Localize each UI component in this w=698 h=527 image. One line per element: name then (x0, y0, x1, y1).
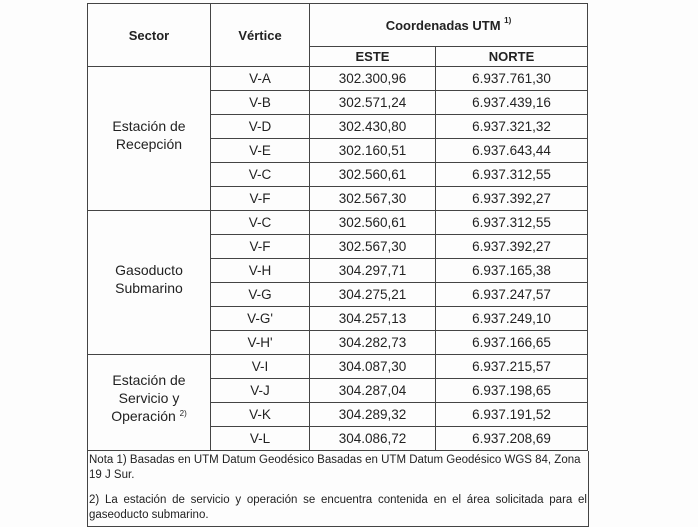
vertice-cell: V-A (211, 67, 310, 91)
norte-cell: 6.937.312,55 (436, 211, 588, 235)
norte-cell: 6.937.191,52 (436, 403, 588, 427)
norte-cell: 6.937.198,65 (436, 379, 588, 403)
header-norte: NORTE (436, 47, 588, 67)
norte-cell: 6.937.321,32 (436, 115, 588, 139)
norte-cell: 6.937.166,65 (436, 331, 588, 355)
este-cell: 304.087,30 (310, 355, 436, 379)
sector-label-line: Estación de (112, 118, 186, 134)
norte-cell: 6.937.392,27 (436, 187, 588, 211)
header-este: ESTE (310, 47, 436, 67)
norte-cell: 6.937.643,44 (436, 139, 588, 163)
sector-label-line: Operación (111, 408, 176, 424)
norte-cell: 6.937.312,55 (436, 163, 588, 187)
este-cell: 304.289,32 (310, 403, 436, 427)
note-1: Nota 1) Basadas en UTM Datum Geodésico Basadas en UTM Datum Geodésico WGS 84, Zona 19 J Sur. (89, 454, 581, 481)
este-cell: 304.257,13 (310, 307, 436, 331)
este-cell: 302.300,96 (310, 67, 436, 91)
norte-cell: 6.937.439,16 (436, 91, 588, 115)
este-cell: 304.282,73 (310, 331, 436, 355)
este-cell: 302.560,61 (310, 163, 436, 187)
este-cell: 302.571,24 (310, 91, 436, 115)
este-cell: 304.086,72 (310, 427, 436, 451)
vertice-cell: V-D (211, 115, 310, 139)
sector-label-line: Servicio y (118, 390, 180, 406)
norte-cell: 6.937.761,30 (436, 67, 588, 91)
sector-cell (88, 355, 211, 451)
document-page (87, 3, 587, 527)
sector-label-line: Gasoducto (115, 262, 183, 278)
header-coordenadas-title: Coordenadas UTM (385, 17, 501, 33)
vertice-cell: V-K (211, 403, 310, 427)
vertice-cell: V-C (211, 211, 310, 235)
notes-box (87, 451, 589, 527)
header-vertice: Vértice (211, 4, 310, 67)
table-row (88, 211, 588, 235)
este-cell: 302.567,30 (310, 235, 436, 259)
vertice-cell: V-L (211, 427, 310, 451)
este-cell: 304.275,21 (310, 283, 436, 307)
note-2: 2) La estación de servicio y operación se encuentra contenida en el área solicitada para el gaseoducto submarino. (89, 494, 587, 521)
vertice-cell: V-H (211, 259, 310, 283)
vertice-cell: V-G (211, 283, 310, 307)
este-cell: 302.160,51 (310, 139, 436, 163)
header-coordenadas-utm (310, 4, 588, 47)
vertice-cell: V-C (211, 163, 310, 187)
vertice-cell: V-G' (211, 307, 310, 331)
sector-cell (88, 211, 211, 355)
sector-label-line: Estación de (112, 372, 186, 388)
vertice-cell: V-E (211, 139, 310, 163)
sector-footnote-mark: 2) (179, 409, 187, 418)
sector-cell (88, 67, 211, 211)
table-body (88, 67, 588, 451)
coordinates-table (87, 3, 588, 451)
table-row (88, 355, 588, 379)
este-cell: 302.560,61 (310, 211, 436, 235)
norte-cell: 6.937.249,10 (436, 307, 588, 331)
este-cell: 304.287,04 (310, 379, 436, 403)
vertice-cell: V-F (211, 235, 310, 259)
norte-cell: 6.937.165,38 (436, 259, 588, 283)
vertice-cell: V-I (211, 355, 310, 379)
este-cell: 302.430,80 (310, 115, 436, 139)
vertice-cell: V-F (211, 187, 310, 211)
este-cell: 302.567,30 (310, 187, 436, 211)
este-cell: 304.297,71 (310, 259, 436, 283)
header-sector: Sector (88, 4, 211, 67)
header-coordenadas-footnote-mark: 1) (504, 15, 512, 25)
sector-label-line: Recepción (115, 136, 183, 152)
sector-label-line: Submarino (115, 280, 183, 296)
norte-cell: 6.937.392,27 (436, 235, 588, 259)
norte-cell: 6.937.215,57 (436, 355, 588, 379)
vertice-cell: V-H' (211, 331, 310, 355)
vertice-cell: V-B (211, 91, 310, 115)
table-row (88, 67, 588, 91)
norte-cell: 6.937.208,69 (436, 427, 588, 451)
vertice-cell: V-J (211, 379, 310, 403)
norte-cell: 6.937.247,57 (436, 283, 588, 307)
